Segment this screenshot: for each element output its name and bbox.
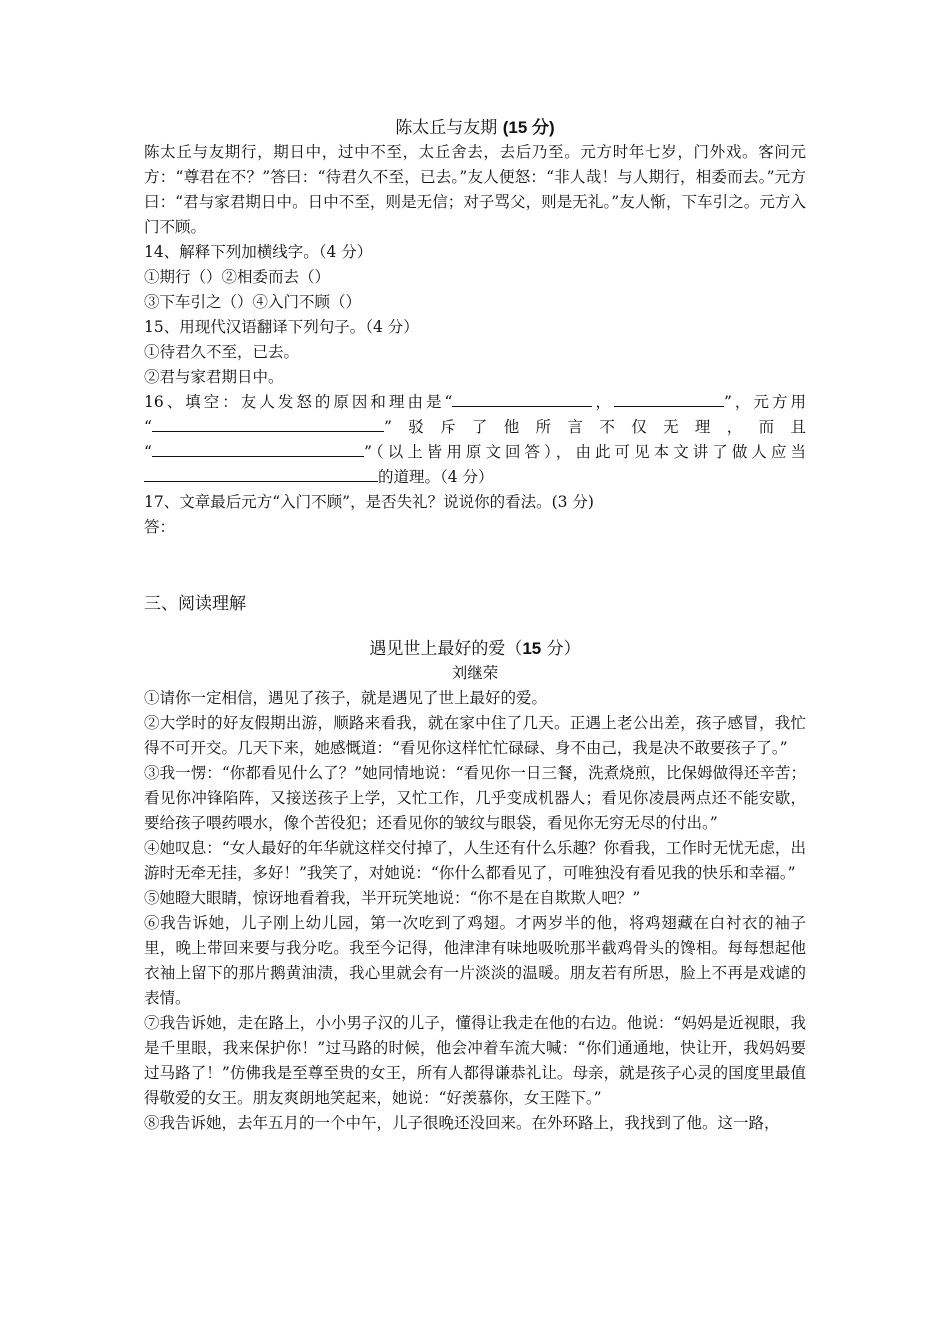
answer-blank-2[interactable] xyxy=(614,390,724,407)
question-14: 14、解释下列加横线字。（4 分） xyxy=(144,243,373,261)
passage2-author: 刘继荣 xyxy=(451,664,499,682)
passage1-title-text: 陈太丘与友期 xyxy=(395,118,498,138)
document-page xyxy=(144,116,806,1136)
passage2-paragraph: ⑧我告诉她，去年五月的一个中午，儿子很晚还没回来。在外环路上，我找到了他。这一路， xyxy=(144,1114,780,1132)
passage2-paragraph: ①请你一定相信，遇见了孩子，就是遇见了世上最好的爱。 xyxy=(144,689,548,707)
passage2-paragraph: ②大学时的好友假期出游，顺路来看我，就在家中住了几天。正遇上老公出差，孩子感冒，我忙得不可开交。几天下来，她感慨道：“看见你这样忙忙碌碌、身不由己，我是决不敢要孩子了。” xyxy=(144,714,806,757)
passage2-paragraph: ⑦我告诉她，走在路上，小小男子汉的儿子，懂得让我走在他的右边。他说：“妈妈是近视眼，我是千里眼，我来保护你！”过马路的时候，他会冲着车流大喊：“你们通通地，快让开，我妈妈要过马路了！”仿佛我是至尊至贵的女王，所有人都得谦恭礼让。母亲，就是孩子心灵的国度里最值得敬爱的女王。朋友爽朗地笑起来，她说：“好羡慕你，女王陛下。” xyxy=(144,1014,806,1107)
spacer xyxy=(144,540,806,592)
section-3-heading: 三、阅读理解 xyxy=(144,594,246,614)
question-15-item-1: ①待君久不至，已去。 xyxy=(144,343,300,361)
passage2-title: 遇见世上最好的爱（15 分） xyxy=(369,639,581,659)
question-14-items-2: ③下车引之（）④入门不顾（） xyxy=(144,293,362,311)
answer-label: 答： xyxy=(144,518,176,536)
passage1-text: 陈太丘与友期行，期日中，过中不至，太丘舍去，去后乃至。元方时年七岁，门外戏。客问元方：“尊君在不？”答曰：“待君久不至，已去。”友人便怒：“非人哉！与人期行，相委而去。”元方曰：“君与家君期日中。日中不至，则是无信；对子骂父，则是无礼。”友人惭，下车引之。元方入门不顾。 xyxy=(144,143,806,236)
question-16-line-3: “ ”（以上皆用原文回答），由此可见本文讲了做人应当 xyxy=(144,440,806,465)
spacer xyxy=(144,617,806,637)
answer-blank-3[interactable] xyxy=(152,415,384,432)
question-15: 15、用现代汉语翻译下列句子。（4 分） xyxy=(144,318,419,336)
passage2-paragraph: ③我一愣：“你都看见什么了？”她同情地说：“看见你一日三餐，洗煮烧煎，比保姆做得还辛苦；看见你冲锋陷阵，又接送孩子上学，又忙工作，几乎变成机器人；看见你凌晨两点还不能安歇，要给孩子喂药喂水，像个苦役犯；还看见你的皱纹与眼袋，看见你无穷无尽的付出。” xyxy=(144,764,806,832)
passage1-title xyxy=(144,116,806,140)
question-16-line-4: 的道理。（4 分） xyxy=(144,465,806,490)
passage1-title-score: (15 分) xyxy=(502,118,555,137)
question-16-line-1: 16、填空：友人发怒的原因和理由是“ ， ”，元方用 xyxy=(144,390,806,415)
question-14-items-1: ①期行（）②相委而去（） xyxy=(144,268,331,286)
answer-blank-1[interactable] xyxy=(452,390,592,407)
question-16-line-2: “ ”驳斥了他所言不仅无理，而且 xyxy=(144,415,806,440)
answer-blank-4[interactable] xyxy=(152,440,364,457)
passage2-paragraph: ⑥我告诉她，儿子刚上幼儿园，第一次吃到了鸡翅。才两岁半的他，将鸡翅藏在白衬衣的袖子里，晚上带回来要与我分吃。我至今记得，他津津有味地吸吮那半截鸡骨头的馋相。每每想起他衣袖上留下的那片鹅黄油渍，我心里就会有一片淡淡的温暖。朋友若有所思，脸上不再是戏谑的表情。 xyxy=(144,914,806,1007)
passage2-paragraph: ④她叹息：“女人最好的年华就这样交付掉了，人生还有什么乐趣？你看我，工作时无忧无虑，出游时无牵无挂，多好！”我笑了，对她说：“你什么都看见了，可唯独没有看见我的快乐和幸福。” xyxy=(144,839,806,882)
question-15-item-2: ②君与家君期日中。 xyxy=(144,368,284,386)
passage2-paragraph: ⑤她瞪大眼睛，惊讶地看着我，半开玩笑地说：“你不是在自欺欺人吧？” xyxy=(144,889,641,907)
answer-blank-5[interactable] xyxy=(144,465,378,482)
question-17: 17、文章最后元方“入门不顾”，是否失礼？说说你的看法。(3 分) xyxy=(144,493,594,511)
